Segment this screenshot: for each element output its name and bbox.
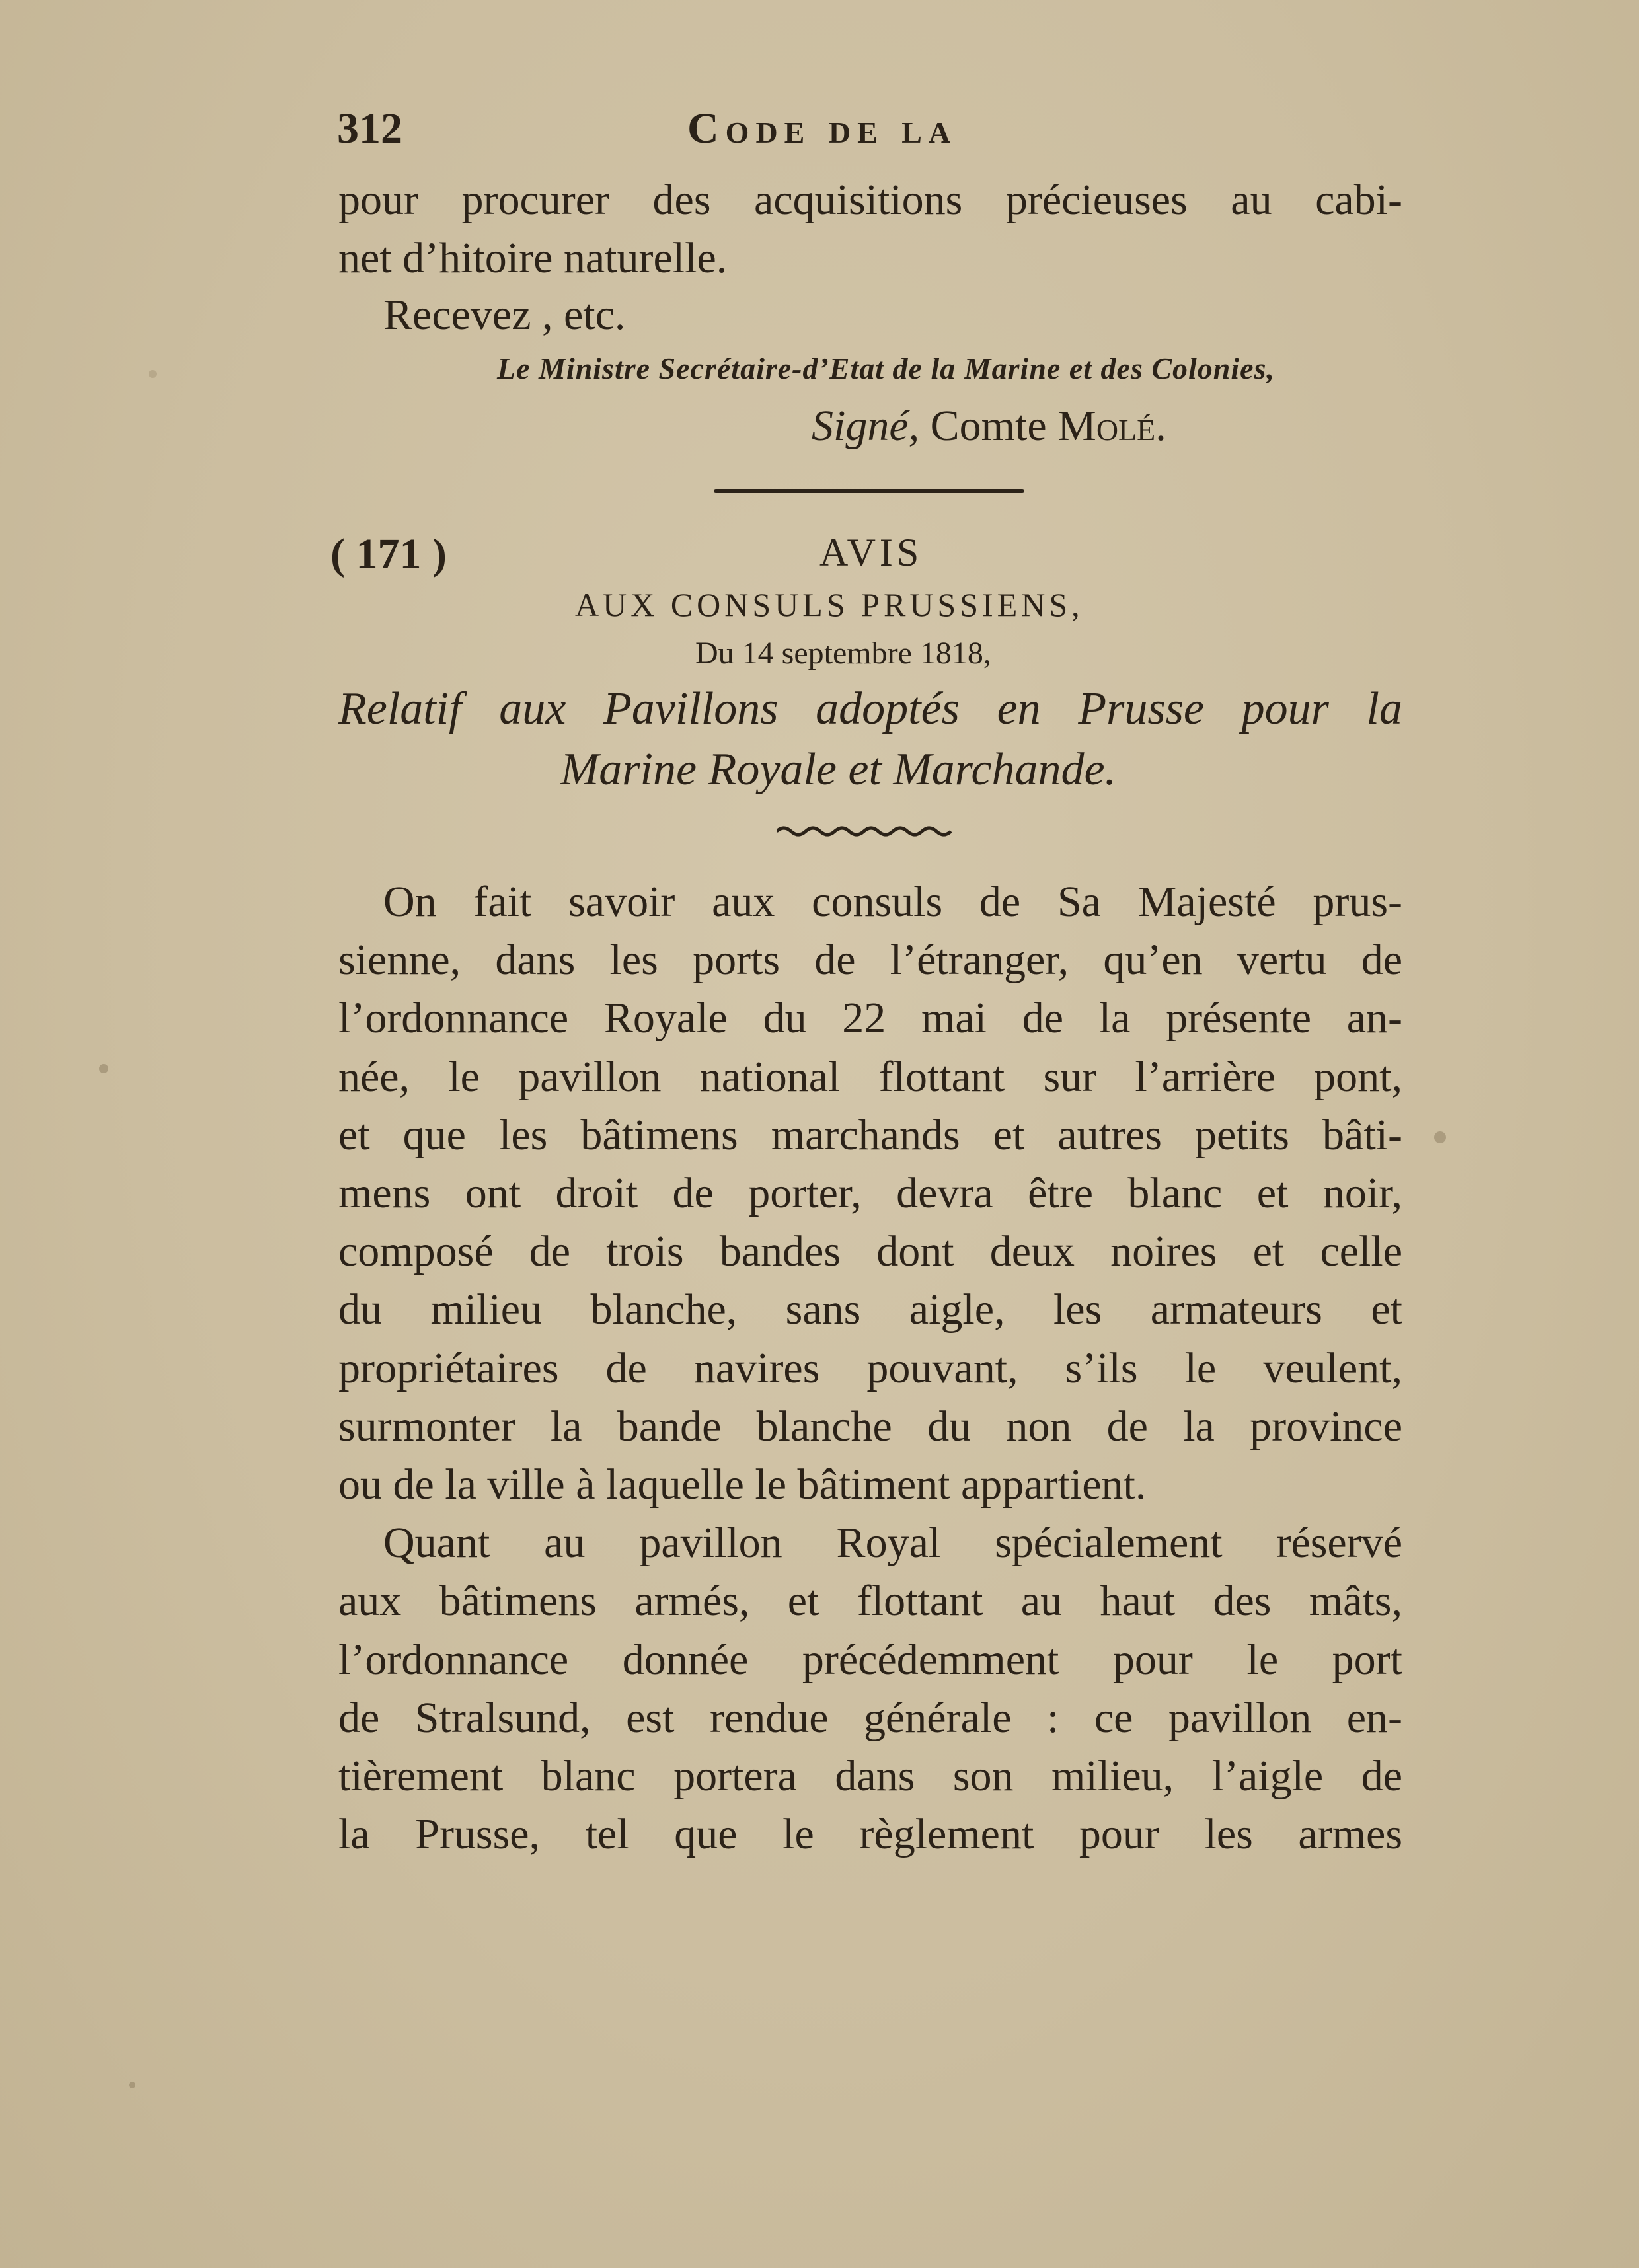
notice-heading: AVIS [820, 531, 923, 574]
body-line: et que les bâtimens marchands et autres petits bâti- [338, 1110, 1402, 1159]
paper-spot [1434, 1131, 1446, 1143]
body-line: mens ont droit de porter, devra être blanc et noir, [338, 1169, 1402, 1217]
signature-line [812, 404, 1166, 448]
body-line: tièrement blanc portera dans son milieu, l’aigle de [338, 1752, 1402, 1800]
body-line: l’ordonnance donnée précédemment pour le port [338, 1635, 1402, 1684]
body-line: du milieu blanche, sans aigle, les armateurs et [338, 1285, 1402, 1334]
body-line: ou de la ville à laquelle le bâtiment appartient. [338, 1460, 1147, 1509]
body-line: Quant au pavillon Royal spécialement réservé [383, 1519, 1402, 1568]
section-divider [714, 489, 1024, 493]
continuation-line-2: net d’hitoire naturelle. [338, 234, 728, 282]
notice-subject-line-2: Marine Royale et Marchande. [560, 744, 1117, 795]
body-line: sienne, dans les ports de l’étranger, qu’en vertu de [338, 936, 1402, 985]
body-line: née, le pavillon national flottant sur l’arrière pont, [338, 1052, 1402, 1101]
page-number: 312 [337, 104, 402, 153]
ornamental-wave-divider [777, 825, 955, 838]
notice-date: Du 14 septembre 1818, [695, 636, 991, 671]
paper-spot [99, 1064, 108, 1073]
body-line: aux bâtimens armés, et flottant au haut des mâts, [338, 1577, 1402, 1626]
signe-name: Molé. [1057, 402, 1166, 450]
closing-formula: Recevez , etc. [383, 291, 626, 339]
body-line: On fait savoir aux consuls de Sa Majesté prus- [383, 878, 1402, 926]
body-line: composé de trois bandes dont deux noires et celle [338, 1227, 1402, 1276]
running-title: Code de la [687, 104, 958, 153]
body-line: de Stralsund, est rendue générale : ce pavillon en- [338, 1693, 1402, 1742]
signatory-title: Le Ministre Secrétaire-d’Etat de la Marine et des Colonies, [497, 352, 1275, 385]
paper-spot [149, 370, 157, 378]
signe-name-prefix: Comte [930, 402, 1047, 450]
body-line: la Prusse, tel que le règlement pour les armes [338, 1810, 1402, 1859]
body-line: surmonter la bande blanche du non de la province [338, 1402, 1402, 1451]
body-line: l’ordonnance Royale du 22 mai de la présente an- [338, 994, 1402, 1043]
notice-subheading: AUX CONSULS PRUSSIENS, [575, 586, 1084, 623]
notice-subject-line-1: Relatif aux Pavillons adoptés en Prusse pour la [338, 683, 1402, 734]
signe-label: Signé, [812, 402, 920, 450]
paper-spot [129, 2082, 135, 2088]
notice-number: ( 171 ) [330, 530, 447, 578]
continuation-line-1: pour procurer des acquisitions précieuses au cabi- [338, 176, 1402, 224]
body-line: propriétaires de navires pouvant, s’ils le veulent, [338, 1343, 1402, 1392]
